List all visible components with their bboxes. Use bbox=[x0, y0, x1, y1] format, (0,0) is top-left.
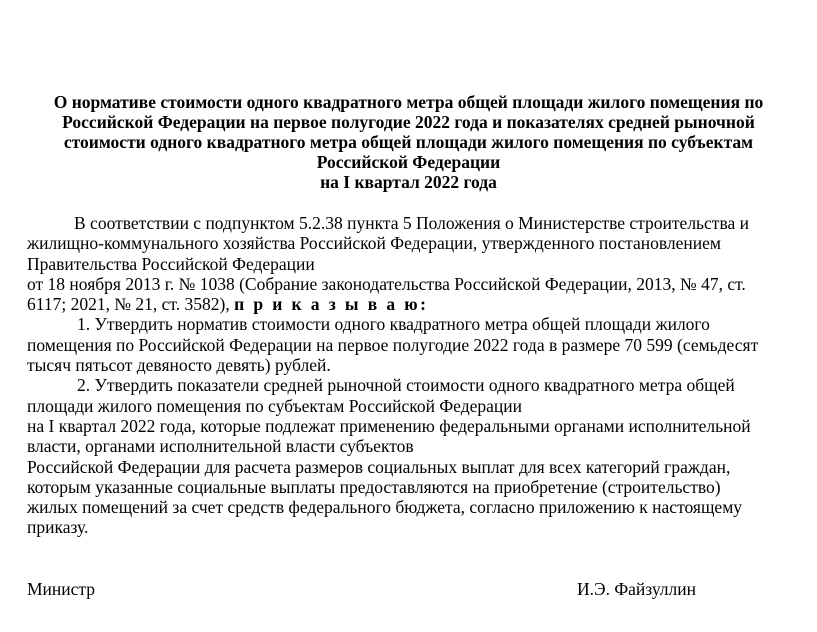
preamble-last-line bbox=[27, 294, 807, 314]
preamble-line: Правительства Российской Федерации bbox=[27, 253, 315, 274]
item-2-line: приказу. bbox=[27, 517, 89, 538]
preamble-line: жилищно-коммунального хозяйства Российской Федерации, утвержденного постановлением bbox=[27, 233, 722, 254]
preamble-paragraph bbox=[27, 213, 807, 314]
item-2-paragraph bbox=[27, 375, 807, 537]
item-1-line: помещения по Российской Федерации на первое полугодие 2022 года в размере 70 599 (семьдесят bbox=[27, 334, 759, 355]
preamble-line: от 18 ноября 2013 г. № 1038 (Собрание законодательства Российской Федерации, 2013, № 47, ст. bbox=[27, 273, 746, 294]
item-2-line: Российской Федерации для расчета размеров социальных выплат для всех категорий граждан, bbox=[27, 456, 731, 477]
title-line: на I квартал 2022 года bbox=[320, 172, 497, 192]
order-word: п р и к а з ы в а ю: bbox=[234, 294, 429, 315]
title-line: Российской Федерации на первое полугодие 2022 года и показателях средней рыночной bbox=[62, 112, 755, 132]
signature-position: Министр bbox=[27, 579, 96, 599]
preamble-line: 6117; 2021, № 21, ст. 3582), bbox=[27, 294, 230, 315]
item-1-line: 1. Утвердить норматив стоимости одного квадратного метра общей площади жилого bbox=[77, 314, 710, 335]
document-body bbox=[27, 213, 807, 538]
title-line: Российской Федерации bbox=[316, 152, 501, 172]
title-line: стоимости одного квадратного метра общей площади жилого помещения по субъектам bbox=[63, 132, 754, 152]
item-1-line: тысяч пятьсот девяносто девять) рублей. bbox=[27, 355, 331, 376]
item-2-line: жилых помещений за счет средств федерального бюджета, согласно приложению к настоящему bbox=[27, 497, 743, 518]
preamble-line: В соответствии с подпунктом 5.2.38 пункта 5 Положения о Министерстве строительства и bbox=[74, 213, 749, 233]
signature-name: И.Э. Файзуллин bbox=[577, 579, 696, 599]
title-line: О нормативе стоимости одного квадратного метра общей площади жилого помещения по bbox=[53, 92, 764, 112]
item-2-line: власти, органами исполнительной власти субъектов bbox=[27, 436, 414, 457]
item-2-line: площади жилого помещения по субъектам Российской Федерации bbox=[27, 395, 523, 416]
document-title bbox=[30, 92, 787, 192]
item-2-line: которым указанные социальные выплаты предоставляются на приобретение (строительство) bbox=[27, 476, 721, 497]
item-2-line: на I квартал 2022 года, которые подлежат применению федеральными органами исполнительной bbox=[27, 415, 751, 436]
item-1-paragraph bbox=[27, 314, 807, 375]
item-2-line: 2. Утвердить показатели средней рыночной стоимости одного квадратного метра общей bbox=[77, 375, 735, 396]
